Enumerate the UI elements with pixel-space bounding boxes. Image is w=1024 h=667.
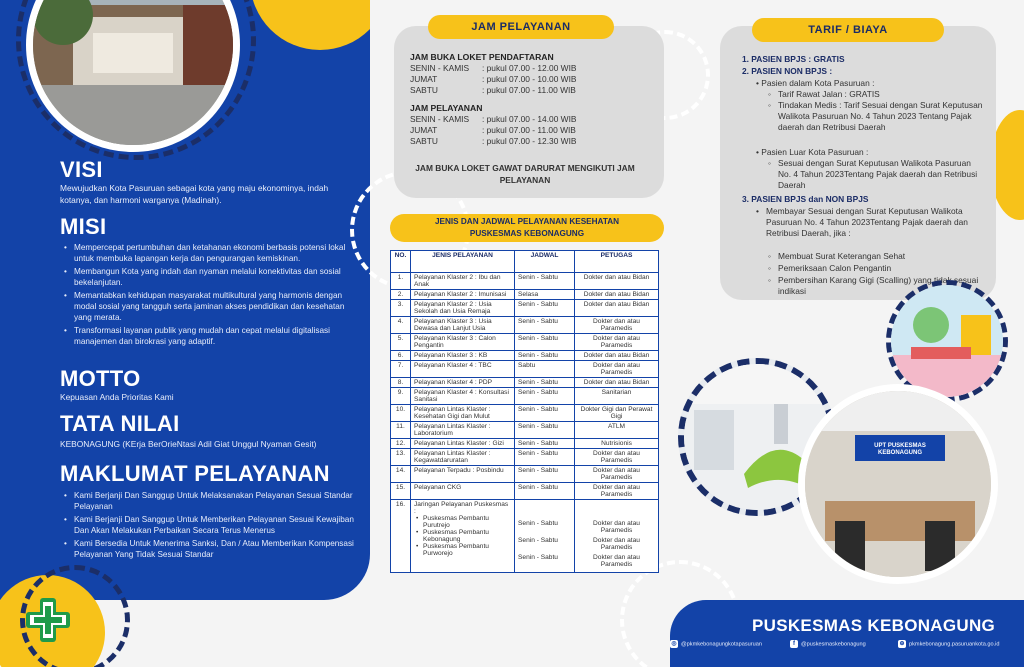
layanan-title: JAM PELAYANAN xyxy=(410,103,483,113)
emergency-note: JAM BUKA LOKET GAWAT DARURAT MENGIKUTI JAM PELAYANAN xyxy=(415,163,635,185)
hours-time: : pukul 07.00 - 14.00 WIB xyxy=(482,114,577,124)
network-staff: Dokter dan atau Paramedis xyxy=(593,554,640,568)
cell-service: Pelayanan Klaster 3 : Usia Dewasa dan Lanjut Usia xyxy=(411,317,515,334)
table-row xyxy=(391,466,659,483)
bullet: ◦ xyxy=(768,251,771,261)
hours-time: : pukul 07.00 - 12.00 WIB xyxy=(482,63,577,73)
table-row xyxy=(391,422,659,439)
bullet: ◦ xyxy=(768,275,771,285)
motto-text: Kepuasan Anda Prioritas Kami xyxy=(60,392,174,402)
hours-day: JUMAT xyxy=(410,74,438,84)
bullet: ◦ xyxy=(768,89,771,99)
maklumat-list xyxy=(60,490,358,561)
footer-bar xyxy=(670,600,1024,667)
cell-no: 10. xyxy=(391,405,411,422)
cell-no: 3. xyxy=(391,300,411,317)
cell-staff: Dokter dan atau Bidan xyxy=(575,351,659,361)
network-schedule: Senin - Sabtu xyxy=(518,520,558,527)
tarif-luar-kota-text: Sesuai dengan Surat Keputusan Walikota Pasuruan No. 4 Tahun 2023Tentang Pajak daerah dan Retribusi Daerah xyxy=(778,158,978,190)
tarif-sub-item: Pemeriksaan Calon Pengantin xyxy=(778,263,892,273)
cell-staff: Dokter dan atau Paramedis xyxy=(575,466,659,483)
table-row xyxy=(391,317,659,334)
network-item: • Puskesmas Pembantu Purutrejo xyxy=(414,515,511,529)
cell-schedule: Senin - Sabtu xyxy=(515,273,575,290)
cell-schedule: Sabtu xyxy=(515,361,575,378)
table-row xyxy=(391,300,659,317)
cell-no: 6. xyxy=(391,351,411,361)
network-title: Jaringan Pelayanan Puskesmas : xyxy=(414,501,509,515)
tarif-sub: • Pasien dalam Kota Pasuruan : xyxy=(756,78,875,88)
network-list xyxy=(414,515,511,557)
cell-staff: Sanitarian xyxy=(575,388,659,405)
maklumat-item: • Kami Bersedia Untuk Menerima Sanksi, Dan / Atau Memberikan Kompensasi Pelayanan Yang Tidak Sesuai Standar xyxy=(60,538,358,561)
cell-no: 11. xyxy=(391,422,411,439)
web-icon: ⊕ xyxy=(899,641,905,647)
misi-heading: MISI xyxy=(60,214,107,239)
table-row xyxy=(391,500,659,573)
tarif-item-1: 1. PASIEN BPJS : GRATIS xyxy=(742,54,845,64)
cell-no: 12. xyxy=(391,439,411,449)
maklumat-item: • Kami Berjanji Dan Sanggup Untuk Melaksanakan Pelayanan Sesuai Standar Pelayanan xyxy=(60,490,358,513)
tarif-rawat-jalan: Tarif Rawat Jalan : GRATIS xyxy=(778,89,880,99)
maklumat-item: • Kami Berjanji Dan Sanggup Untuk Memberikan Pelayanan Sesuai Kewajiban Dan Akan Melakukan Perbaikan Secara Terus Menerus xyxy=(60,514,358,537)
tarif-tab: TARIF / BIAYA xyxy=(752,18,944,42)
network-item: • Puskesmas Pembantu Purworejo xyxy=(414,543,511,557)
cell-staff: Dokter dan atau Paramedis xyxy=(575,334,659,351)
tarif-dalam-kota: Pasien dalam Kota Pasuruan : xyxy=(761,78,875,88)
cell-schedule: Senin - Sabtu xyxy=(515,422,575,439)
tarif-item-2: 2. PASIEN NON BPJS : xyxy=(742,66,833,76)
cell-schedule xyxy=(515,500,575,573)
tarif-item-3: 3. PASIEN BPJS dan NON BPJS xyxy=(742,194,869,204)
cell-service: Pelayanan Klaster 4 : TBC xyxy=(411,361,515,378)
cell-service: Pelayanan Klaster 3 : KB xyxy=(411,351,515,361)
tarif-sub xyxy=(768,263,982,274)
service-table xyxy=(390,250,659,573)
cell-staff: Dokter dan atau Bidan xyxy=(575,378,659,388)
hours-row xyxy=(410,74,660,84)
schedule-tab-line1: JENIS DAN JADWAL PELAYANAN KESEHATAN xyxy=(434,217,620,226)
tata-nilai-heading: TATA NILAI xyxy=(60,411,180,436)
cell-service: Pelayanan Klaster 3 : Calon Pengantin xyxy=(411,334,515,351)
cell-service: Pelayanan Lintas Klaster : Kesehatan Gigi dan Mulut xyxy=(411,405,515,422)
hours-day: JUMAT xyxy=(410,125,438,135)
cell-staff: Dokter Gigi dan Perawat Gigi xyxy=(575,405,659,422)
instagram-icon: ◎ xyxy=(671,641,677,647)
cell-schedule: Senin - Sabtu xyxy=(515,334,575,351)
cell-staff: Nutrisionis xyxy=(575,439,659,449)
motto-heading: MOTTO xyxy=(60,366,141,391)
cell-service: Pelayanan Klaster 2 : Usia Sekolah dan Usia Remaja xyxy=(411,300,515,317)
tarif-sub xyxy=(768,100,990,133)
instagram-handle: @pkmkebonagungkotapasuruan xyxy=(681,641,762,648)
cell-no: 15. xyxy=(391,483,411,500)
table-row xyxy=(391,378,659,388)
hours-row xyxy=(410,136,660,146)
visi-heading: VISI xyxy=(60,157,103,182)
table-row xyxy=(391,334,659,351)
puskesmas-logo-icon xyxy=(22,594,74,646)
right-panel xyxy=(670,0,1024,667)
table-header-row xyxy=(391,251,659,273)
network-staff: Dokter dan atau Paramedis xyxy=(593,520,640,534)
hours-day: SENIN - KAMIS xyxy=(410,114,470,124)
col-header-staff: PETUGAS xyxy=(575,251,659,273)
bullet: ◦ xyxy=(768,263,771,273)
photo-sign-text: UPT PUSKESMAS KEBONAGUNG xyxy=(874,443,926,456)
cell-schedule: Senin - Sabtu xyxy=(515,405,575,422)
cell-no: 5. xyxy=(391,334,411,351)
tarif-bayar: Membayar Sesuai dengan Surat Keputusan Walikota Pasuruan No. 4 Tahun 2023Tentang Pajak daerah dan Retribusi Daerah, jika : xyxy=(766,206,968,238)
network-staff: Dokter dan atau Paramedis xyxy=(593,537,640,551)
cell-service: Pelayanan Klaster 2 : Ibu dan Anak xyxy=(411,273,515,290)
schedule-tab-line2: PUSKESMAS KEBONAGUNG xyxy=(469,229,585,238)
bullet: ◦ xyxy=(768,100,771,110)
hours-day: SABTU xyxy=(410,85,438,95)
hours-row xyxy=(410,85,660,95)
table-row xyxy=(391,388,659,405)
tarif-tindakan-medis: Tindakan Medis : Tarif Sesuai dengan Surat Keputusan Walikota Pasuruan No. 4 Tahun 2023 Tentang Pajak daerah dan Retribusi Daerah xyxy=(778,100,983,132)
table-row xyxy=(391,439,659,449)
footer-title: PUSKESMAS KEBONAGUNG xyxy=(752,616,996,635)
maklumat-heading: MAKLUMAT PELAYANAN xyxy=(60,461,330,486)
cell-schedule: Senin - Sabtu xyxy=(515,466,575,483)
hours-tab: JAM PELAYANAN xyxy=(428,15,614,39)
cell-staff: Dokter dan atau Paramedis xyxy=(575,449,659,466)
front-desk-photo xyxy=(798,384,998,584)
table-row xyxy=(391,483,659,500)
cell-service xyxy=(411,500,515,573)
cell-service: Pelayanan Terpadu : Posbindu xyxy=(411,466,515,483)
cell-service: Pelayanan Klaster 4 : PDP xyxy=(411,378,515,388)
misi-item: • Transformasi layanan publik yang mudah dan cepat melalui digitalisasi manajemen dan birokrasi yang adaptif. xyxy=(60,325,358,348)
cell-schedule: Senin - Sabtu xyxy=(515,351,575,361)
cell-service: Pelayanan Klaster 2 : Imunisasi xyxy=(411,290,515,300)
tarif-sub: • Pasien Luar Kota Pasuruan : xyxy=(756,147,869,157)
cell-service: Pelayanan Lintas Klaster : Gizi xyxy=(411,439,515,449)
cell-staff: Dokter dan atau Bidan xyxy=(575,300,659,317)
facebook-link[interactable] xyxy=(790,640,866,648)
network-item: • Puskesmas Pembantu Kebonagung xyxy=(414,529,511,543)
cell-schedule: Senin - Sabtu xyxy=(515,439,575,449)
cell-no: 1. xyxy=(391,273,411,290)
tarif-sub xyxy=(768,251,982,262)
tarif-sub xyxy=(768,89,982,100)
col-header-schedule: JADWAL xyxy=(515,251,575,273)
website-link[interactable] xyxy=(898,640,1000,648)
cell-no: 7. xyxy=(391,361,411,378)
schedule-tab xyxy=(390,214,664,242)
cell-staff xyxy=(575,500,659,573)
cell-schedule: Senin - Sabtu xyxy=(515,378,575,388)
table-row xyxy=(391,351,659,361)
facebook-handle: @puskesmaskebonagung xyxy=(801,641,866,648)
tata-nilai-text: KEBONAGUNG (KErja BerOrieNtasi Adil Giat Unggul Nyaman Gesit) xyxy=(60,439,317,449)
facebook-icon: f xyxy=(790,640,798,648)
cell-staff: Dokter dan atau Paramedis xyxy=(575,483,659,500)
middle-panel xyxy=(370,0,670,667)
cell-schedule: Senin - Sabtu xyxy=(515,317,575,334)
loket-title: JAM BUKA LOKET PENDAFTARAN xyxy=(410,52,554,62)
hours-time: : pukul 07.00 - 10.00 WIB xyxy=(482,74,577,84)
cell-no: 13. xyxy=(391,449,411,466)
cell-service: Pelayanan Lintas Klaster : Laboratorium xyxy=(411,422,515,439)
cell-staff: Dokter dan atau Bidan xyxy=(575,273,659,290)
cell-service: Pelayanan Lintas Klaster : Kegawatdaruratan xyxy=(411,449,515,466)
hours-time: : pukul 07.00 - 11.00 WIB xyxy=(482,125,576,135)
cell-service: Pelayanan Klaster 4 : Konsultasi Sanitasi xyxy=(411,388,515,405)
cell-schedule: Selasa xyxy=(515,290,575,300)
cell-no: 4. xyxy=(391,317,411,334)
table-row xyxy=(391,361,659,378)
hours-day: SENIN - KAMIS xyxy=(410,63,470,73)
cell-no: 2. xyxy=(391,290,411,300)
cell-no: 8. xyxy=(391,378,411,388)
cell-schedule: Senin - Sabtu xyxy=(515,300,575,317)
hours-row xyxy=(410,125,660,135)
website-url: pkmkebonagung.pasuruankota.go.id xyxy=(909,641,1000,648)
cell-staff: ATLM xyxy=(575,422,659,439)
cell-staff: Dokter dan atau Paramedis xyxy=(575,317,659,334)
left-panel xyxy=(0,0,370,667)
col-header-no: NO. xyxy=(391,251,411,273)
hours-row xyxy=(410,114,660,124)
misi-list xyxy=(60,242,358,349)
tarif-sub xyxy=(756,206,982,239)
cell-schedule: Senin - Sabtu xyxy=(515,388,575,405)
hours-time: : pukul 07.00 - 12.30 WIB xyxy=(482,136,577,146)
tarif-sub-item: Pembersihan Karang Gigi (Scalling) yang tidak sesuai indikasi xyxy=(778,275,979,296)
cell-staff: Dokter dan atau Bidan xyxy=(575,290,659,300)
misi-item: • Memantabkan kehidupan masyarakat multikultural yang harmonis dengan modal sosial yang tangguh serta jaminan akses pendidikan dan kesehatan yang merata. xyxy=(60,290,358,324)
table-row xyxy=(391,405,659,422)
tarif-luar-kota: Pasien Luar Kota Pasuruan : xyxy=(761,147,869,157)
network-schedule: Senin - Sabtu xyxy=(518,537,558,544)
cell-no: 9. xyxy=(391,388,411,405)
instagram-link[interactable] xyxy=(670,640,762,648)
tarif-sub xyxy=(768,158,982,191)
cell-schedule: Senin - Sabtu xyxy=(515,449,575,466)
table-row xyxy=(391,449,659,466)
cell-no: 16. xyxy=(391,500,411,573)
cell-service: Pelayanan CKG xyxy=(411,483,515,500)
col-header-name: JENIS PELAYANAN xyxy=(411,251,515,273)
hours-row xyxy=(410,63,660,73)
visi-text: Mewujudkan Kota Pasuruan sebagai kota yang maju ekonominya, indah kotanya, dan harmoni warganya (Madinah). xyxy=(60,183,329,205)
network-schedule: Senin - Sabtu xyxy=(518,554,558,561)
hours-day: SABTU xyxy=(410,136,438,146)
bullet: • xyxy=(756,206,759,216)
misi-item: • Mempercepat pertumbuhan dan ketahanan ekonomi berbasis potensi lokal untuk membuka lapangan kerja dan pengurangan kemiskinan. xyxy=(60,242,358,265)
cell-staff: Dokter dan atau Paramedis xyxy=(575,361,659,378)
cell-schedule: Senin - Sabtu xyxy=(515,483,575,500)
cell-no: 14. xyxy=(391,466,411,483)
table-row xyxy=(391,273,659,290)
table-row xyxy=(391,290,659,300)
service-table-body xyxy=(391,273,659,573)
hours-time: : pukul 07.00 - 11.00 WIB xyxy=(482,85,576,95)
tarif-sub-item: Membuat Surat Keterangan Sehat xyxy=(778,251,906,261)
bullet: ◦ xyxy=(768,158,771,168)
misi-item: • Membangun Kota yang indah dan nyaman melalui konektivitas dan sosial bekelanjutan. xyxy=(60,266,358,289)
